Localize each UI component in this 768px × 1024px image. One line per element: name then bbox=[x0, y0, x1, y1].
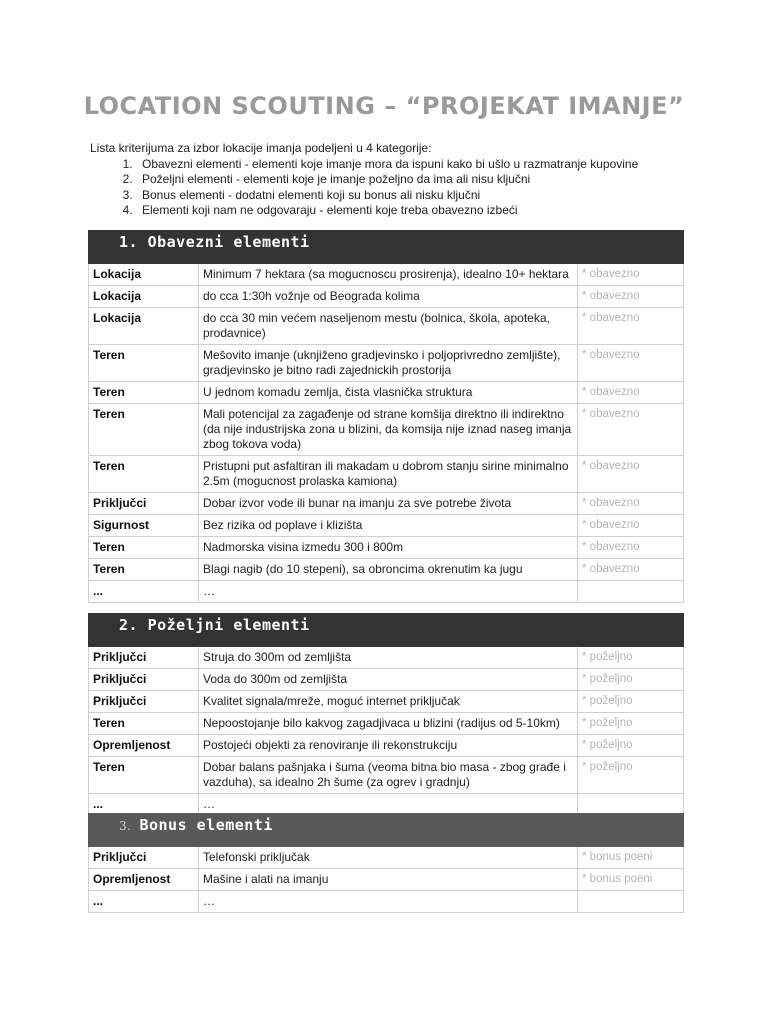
category-cell: Teren bbox=[89, 757, 199, 794]
category-cell: Priključci bbox=[89, 691, 199, 713]
tag-cell: * obavezno bbox=[578, 345, 684, 382]
category-cell: Teren bbox=[89, 382, 199, 404]
section-header bbox=[89, 231, 684, 264]
tag-cell bbox=[578, 581, 684, 603]
table-row bbox=[89, 691, 684, 713]
category-cell: Priključci bbox=[89, 647, 199, 669]
table-row bbox=[89, 713, 684, 735]
tag-cell: * obavezno bbox=[578, 308, 684, 345]
tag-cell: * poželjno bbox=[578, 647, 684, 669]
category-cell: Priključci bbox=[89, 847, 199, 869]
section-header bbox=[89, 614, 684, 647]
intro-lead: Lista kriterijuma za izbor lokacije imanja podeljeni u 4 kategorije: bbox=[90, 141, 432, 155]
table-row bbox=[89, 264, 684, 286]
category-cell: Opremljenost bbox=[89, 735, 199, 757]
tag-cell: * poželjno bbox=[578, 669, 684, 691]
table-row bbox=[89, 537, 684, 559]
tag-cell: * obavezno bbox=[578, 493, 684, 515]
tag-cell: * poželjno bbox=[578, 757, 684, 794]
category-cell: ... bbox=[89, 794, 199, 816]
table-pozeljni bbox=[88, 613, 684, 816]
description-cell: Voda do 300m od zemljišta bbox=[199, 669, 578, 691]
table-row bbox=[89, 493, 684, 515]
category-cell: Lokacija bbox=[89, 308, 199, 345]
description-cell: Mali potencijal za zagađenje od strane komšija direktno ili indirektno (da nije industrijska zona u blizini, da komsija nije iznad naseg imanja zbog tokova voda) bbox=[199, 404, 578, 456]
description-cell: … bbox=[199, 891, 578, 913]
description-cell: U jednom komadu zemlja, čista vlasnička struktura bbox=[199, 382, 578, 404]
section-title: 1. Obavezni elementi bbox=[119, 233, 310, 251]
tag-cell: * bonus poeni bbox=[578, 869, 684, 891]
section-title: 2. Poželjni elementi bbox=[119, 616, 310, 634]
description-cell: Nepoostojanje bilo kakvog zagadjivaca u blizini (radijus od 5-10km) bbox=[199, 713, 578, 735]
table-row bbox=[89, 847, 684, 869]
category-cell: Opremljenost bbox=[89, 869, 199, 891]
section-header bbox=[89, 814, 684, 847]
tag-cell: * obavezno bbox=[578, 264, 684, 286]
description-cell: Kvalitet signala/mreže, moguć internet priključak bbox=[199, 691, 578, 713]
table-row bbox=[89, 669, 684, 691]
tag-cell: * poželjno bbox=[578, 735, 684, 757]
section-number: 3. bbox=[119, 819, 132, 833]
description-cell: do cca 1:30h vožnje od Beograda kolima bbox=[199, 286, 578, 308]
tag-cell: * bonus poeni bbox=[578, 847, 684, 869]
tag-cell: * poželjno bbox=[578, 713, 684, 735]
table-row bbox=[89, 404, 684, 456]
description-cell: Mešovito imanje (uknjiženo gradjevinsko i poljoprivredno zemljište), gradjevinsko je bitno radi zajednickih prostorija bbox=[199, 345, 578, 382]
category-cell: ... bbox=[89, 891, 199, 913]
table-row bbox=[89, 869, 684, 891]
category-cell: Lokacija bbox=[89, 286, 199, 308]
table-row bbox=[89, 559, 684, 581]
category-item: 2. Poželjni elementi - elementi koje je imanje poželjno da ima ali nisu ključni bbox=[136, 172, 690, 188]
description-cell: Minimum 7 hektara (sa mogucnoscu prosirenja), idealno 10+ hektara bbox=[199, 264, 578, 286]
description-cell: Bez rizika od poplave i klizišta bbox=[199, 515, 578, 537]
category-cell: Lokacija bbox=[89, 264, 199, 286]
table-row bbox=[89, 308, 684, 345]
tag-cell: * obavezno bbox=[578, 286, 684, 308]
description-cell: Pristupni put asfaltiran ili makadam u dobrom stanju sirine minimalno 2.5m (mogucnost prolaska kamiona) bbox=[199, 456, 578, 493]
section-title: Bonus elementi bbox=[139, 816, 273, 834]
category-cell: Teren bbox=[89, 537, 199, 559]
table-row bbox=[89, 286, 684, 308]
table-obavezni bbox=[88, 230, 684, 603]
tag-cell: * obavezno bbox=[578, 382, 684, 404]
description-cell: … bbox=[199, 794, 578, 816]
category-item: 4. Elementi koji nam ne odgovaraju - elementi koje treba obavezno izbeći bbox=[136, 203, 690, 219]
tag-cell bbox=[578, 891, 684, 913]
category-list bbox=[90, 157, 690, 219]
category-cell: Teren bbox=[89, 404, 199, 456]
table-row bbox=[89, 757, 684, 794]
tag-cell: * obavezno bbox=[578, 404, 684, 456]
category-cell: Teren bbox=[89, 713, 199, 735]
description-cell: Mašine i alati na imanju bbox=[199, 869, 578, 891]
category-cell: Teren bbox=[89, 456, 199, 493]
description-cell: Telefonski priključak bbox=[199, 847, 578, 869]
document-title: LOCATION SCOUTING – “PROJEKAT IMANJE” bbox=[83, 92, 685, 120]
tag-cell: * obavezno bbox=[578, 456, 684, 493]
description-cell: Postojeći objekti za renoviranje ili rekonstrukciju bbox=[199, 735, 578, 757]
table-bonus bbox=[88, 813, 684, 913]
category-item: 1. Obavezni elementi - elementi koje imanje mora da ispuni kako bi ušlo u razmatranje kupovine bbox=[136, 157, 690, 173]
description-cell: … bbox=[199, 581, 578, 603]
category-item: 3. Bonus elementi - dodatni elementi koji su bonus ali nisku ključni bbox=[136, 188, 690, 204]
table-row bbox=[89, 581, 684, 603]
category-cell: ... bbox=[89, 581, 199, 603]
description-cell: Struja do 300m od zemljišta bbox=[199, 647, 578, 669]
description-cell: do cca 30 min većem naseljenom mestu (bolnica, škola, apoteka, prodavnice) bbox=[199, 308, 578, 345]
category-cell: Teren bbox=[89, 345, 199, 382]
table-row bbox=[89, 647, 684, 669]
category-cell: Sigurnost bbox=[89, 515, 199, 537]
table-row bbox=[89, 891, 684, 913]
category-cell: Teren bbox=[89, 559, 199, 581]
category-cell: Priključci bbox=[89, 493, 199, 515]
description-cell: Dobar izvor vode ili bunar na imanju za sve potrebe života bbox=[199, 493, 578, 515]
tag-cell: * obavezno bbox=[578, 559, 684, 581]
table-row bbox=[89, 515, 684, 537]
description-cell: Nadmorska visina izmedu 300 i 800m bbox=[199, 537, 578, 559]
tag-cell: * obavezno bbox=[578, 537, 684, 559]
table-row bbox=[89, 735, 684, 757]
intro-block bbox=[90, 141, 690, 219]
description-cell: Blagi nagib (do 10 stepeni), sa obroncima okrenutim ka jugu bbox=[199, 559, 578, 581]
category-cell: Priključci bbox=[89, 669, 199, 691]
description-cell: Dobar balans pašnjaka i šuma (veoma bitna bio masa - zbog građe i vazduha), sa idealno 2h šume (za ogrev i gradnju) bbox=[199, 757, 578, 794]
tag-cell: * obavezno bbox=[578, 515, 684, 537]
table-row bbox=[89, 456, 684, 493]
table-row bbox=[89, 382, 684, 404]
table-row bbox=[89, 345, 684, 382]
tag-cell: * poželjno bbox=[578, 691, 684, 713]
